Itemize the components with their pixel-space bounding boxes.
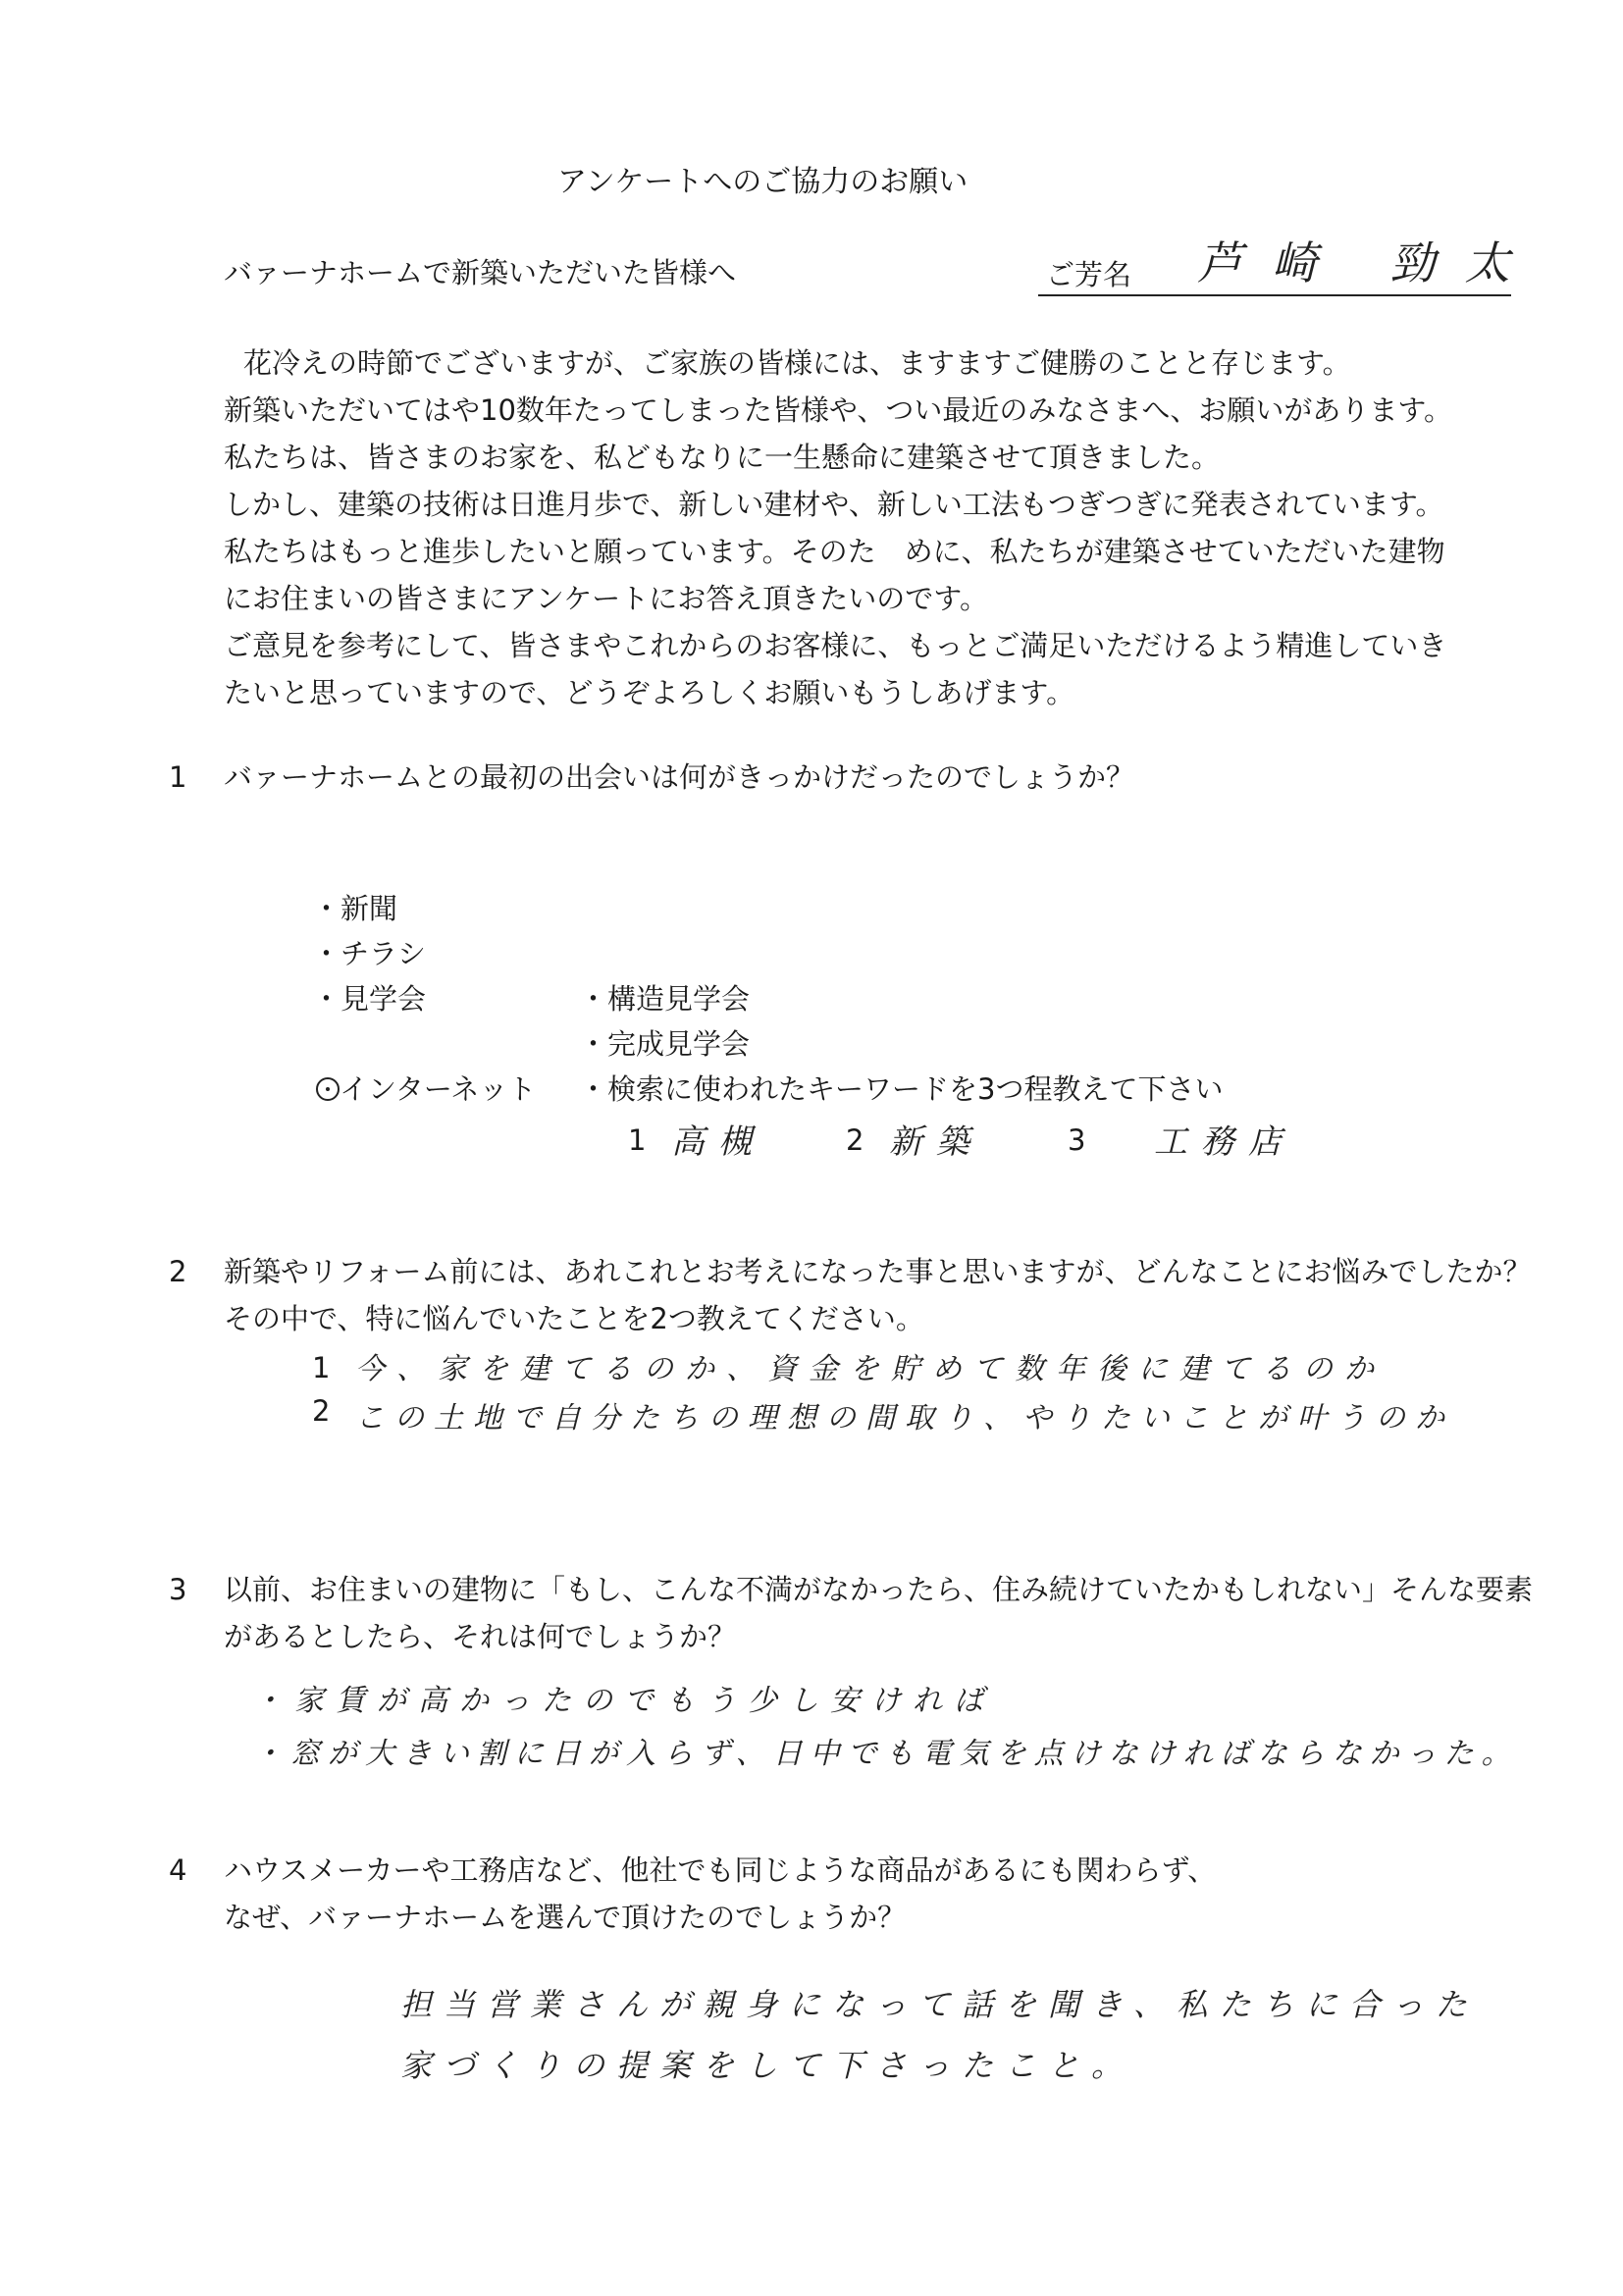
recipient-line: バァーナホームで新築いただいた皆様へ [224,256,737,289]
handwritten-answer: この土地で自分たちの理想の間取り、やりたいことが叶うのか [355,1401,1454,1435]
intro-line: 新築いただいてはや10数年たってしまった皆様や、つい最近のみなさまへ、お願いがあります。 [224,393,1453,427]
name-value: 芦崎 勁太 [1197,236,1540,289]
handwritten-answer: ・窓が大きい割に日が入らず、日中でも電気を点けなければならなかった。 [253,1737,1519,1771]
intro-line: にお住まいの皆さまにアンケートにお答え頂きたいのです。 [224,582,988,615]
option-newspaper: ・新聞 [312,892,398,925]
question-text: 新築やリフォーム前には、あれこれとお考えになった事と思いますが、どんなことにお悩みでしたか？ [224,1255,1532,1288]
option-internet: インターネット [340,1072,537,1106]
answer-number: 2 [312,1394,331,1428]
answer-number: 1 [312,1351,331,1384]
option-flyer: ・チラシ [312,937,427,970]
intro-line: 花冷えの時節でございますが、ご家族の皆様には、ますますご健勝のことと存じます。 [243,346,1351,380]
question-number: 4 [169,1853,187,1887]
intro-line: ご意見を参考にして、皆さまやこれからのお客様に、もっとご満足いただけるよう精進していき [224,629,1447,662]
question-text: バァーナホームとの最初の出会いは何がきっかけだったのでしょうか？ [224,760,1135,794]
question-number: 3 [169,1573,187,1606]
intro-line: 私たちは、皆さまのお家を、私どもなりに一生懸命に建築させて頂きました。 [224,441,1221,474]
page-title: アンケートへのご協力のお願い [557,165,969,199]
question-text: 以前、お住まいの建物に「もし、こんな不満がなかったら、住み続けていたかもしれない」そんな要素 [224,1573,1534,1606]
intro-line: しかし、建築の技術は日進月歩で、新しい建材や、新しい工法もつぎつぎに発表されています。 [224,488,1444,521]
name-label: ご芳名 [1046,258,1132,291]
handwritten-answer: 今、家を建てるのか、資金を貯めて数年後に建てるのか [355,1352,1386,1386]
keyword-number: 3 [1068,1123,1086,1157]
keyword-answer: 高槻 [671,1122,765,1162]
selected-circle-mark [316,1077,340,1101]
option-tour-complete: ・完成見学会 [579,1027,751,1061]
keyword-number: 1 [628,1123,647,1157]
keyword-answer: 工務店 [1154,1122,1295,1162]
question-text: ハウスメーカーや工務店など、他社でも同じような商品があるにも関わらず、 [224,1853,1217,1887]
handwritten-answer: ・家賃が高かったのでもう少し安ければ [253,1684,995,1718]
keyword-answer: 新築 [889,1122,983,1162]
intro-line: たいと思っていますので、どうぞよろしくお願いもうしあげます。 [224,676,1075,709]
question-number: 1 [169,760,187,794]
option-tour: ・見学会 [312,982,427,1016]
question-text: その中で、特に悩んでいたことを2つ教えてください。 [224,1302,924,1335]
option-tour-structure: ・構造見学会 [579,982,751,1016]
keyword-number: 2 [846,1123,864,1157]
handwritten-answer: 担当営業さんが親身になって話を聞き、私たちに合った [400,1986,1479,2023]
intro-line: 私たちはもっと進歩したいと願っています。そのた めに、私たちが建築させていただいた建物 [224,535,1445,568]
question-text: があるとしたら、それは何でしょうか？ [224,1620,737,1653]
question-text: なぜ、バァーナホームを選んで頂けたのでしょうか？ [224,1901,907,1934]
question-number: 2 [169,1255,187,1288]
name-underline [1038,294,1511,296]
option-keywords-prompt: ・検索に使われたキーワードを3つ程教えて下さい [579,1072,1224,1106]
handwritten-answer: 家づくりの提案をして下さったこと。 [400,2047,1135,2084]
